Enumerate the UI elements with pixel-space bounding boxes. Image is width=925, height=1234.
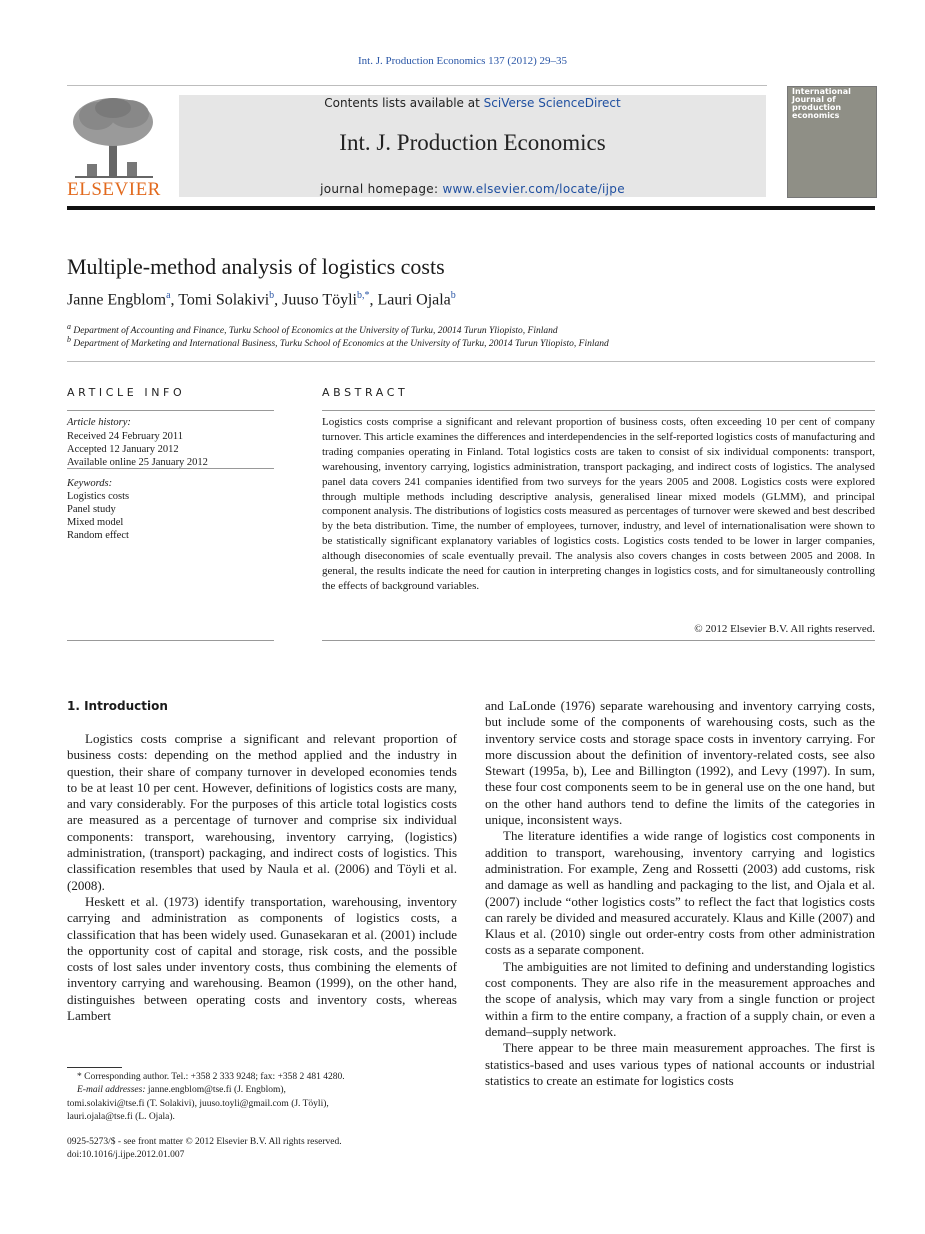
homepage-prefix: journal homepage: — [320, 182, 443, 196]
abstract-text: Logistics costs comprise a significant and relevant proportion of business costs, often exceeding 10 per cent of company turnover. This article examines the differences and interdependencies in the self-reported logistics costs of manufacturing and trading companies operating in Finland. Total logistics costs are taken to consist of six individual components: transport, warehousing, inventory carrying, logistics administration, transport packaging, and indirect costs of logistics. The analysed panel data covers 241 companies identified from two surveys for the years 2005 and 2008. Logistics costs were explored through multiple methods including descriptive analysis, generalised linear mixed models (GLMM), and principal component analysis. The distributions of logistics costs measured as percentages of turnover were skewed and best described by the beta distribution. Time, the number of employees, turnover, industry, and level of internationalisation were shown to be statistically significant explanatory variables of logistics costs. Logistics costs tended to be lower in larger companies, although diseconomies of scale eventually prevail. The analysis also covers changes in costs between 2005 and 2008. In general, the results indicate the need for caution in interpreting changes in logistics costs, and for simultaneously controlling the effects of background variables. — [322, 416, 875, 592]
history-label: Article history: — [67, 417, 131, 428]
body-paragraph: The literature identifies a wide range of logistics cost components in addition to transport, warehousing, inventory carrying and logistics administration. For example, Zeng and Rossetti (2003) add customs, risk and damage as well as handling and packaging to the list, and Ojala et al. (2007) include “other logistics costs” to reflect the fact that logistics costs can rarely be divided and measured accurately. Klaus and Kille (2007) and Klaus et al. (2010) single out order-entry costs from other administration costs as a separate component. — [485, 828, 875, 958]
keyword: Random effect — [67, 530, 129, 541]
received-date: Received 24 February 2011 — [67, 431, 183, 442]
abstract-divider — [322, 640, 875, 641]
author-list: Janne Engblom$^a$, Tomi Solakivi$^b$, Juuso Töyli$^{b,*}$, Lauri Ojala$^b$ — [67, 290, 456, 309]
contents-line — [179, 96, 766, 110]
author-name: Janne Engblom — [67, 291, 167, 309]
abstract-divider — [322, 410, 875, 411]
section-heading: 1. Introduction — [67, 699, 168, 713]
cover-title: International Journal of production economics — [792, 87, 851, 120]
elsevier-wordmark: ELSEVIER — [67, 179, 161, 200]
article-info-heading: ARTICLE INFO — [67, 386, 186, 399]
online-date: Available online 25 January 2012 — [67, 457, 208, 468]
body-paragraph: Heskett et al. (1973) identify transportation, warehousing, inventory carrying and administration as components of logistics costs, a classification that has been widely used. Gunasekaran et al. (2001) include the opportunity cost of capital and storage, risk costs, and the possible costs of lost sales under inventory costs, thus combining the elements of inventory carrying and warehousing. Beamon (1999), on the other hand, distinguishes between operating costs and inventory costs, whereas Lambert — [67, 893, 457, 1024]
contents-prefix: Contents lists available at — [324, 96, 484, 110]
affiliation-label: a — [67, 322, 71, 331]
sciencedirect-link[interactable]: SciVerse ScienceDirect — [483, 96, 621, 110]
email-address[interactable]: janne.engblom@tse.fi (J. Engblom), — [147, 1085, 286, 1096]
body-paragraph: and LaLonde (1976) separate warehousing and inventory carrying costs, but include some of the components of warehousing costs, such as the inventory service costs and storage space costs in inventory carrying. For more discussion about the definition of inventory-related costs, see also Stewart (1995a, b), Lee and Billington (1992), and Levy (1997). In sum, these four cost components seem to be in general use on the one hand, but on the other hand authors tend to define the limits of the categories in unique, inconsistent ways. — [485, 698, 875, 828]
info-divider — [67, 640, 274, 641]
homepage-link[interactable]: www.elsevier.com/locate/ijpe — [442, 182, 625, 196]
body-column-right — [485, 698, 875, 1089]
keyword: Panel study — [67, 504, 116, 515]
info-divider — [67, 410, 274, 411]
footnote-divider — [67, 1067, 122, 1068]
journal-citation[interactable]: Int. J. Production Economics 137 (2012) 29–35 — [358, 55, 567, 67]
author-name: Juuso Töyli — [282, 291, 357, 309]
affiliation-mark[interactable]: a — [166, 290, 171, 301]
affiliation-mark[interactable]: b — [269, 290, 275, 301]
affiliation-text: Department of Accounting and Finance, Turku School of Economics at the University of Turku, 20014 Turun Yliopisto, Finland — [73, 326, 558, 337]
email-line[interactable]: lauri.ojala@tse.fi (L. Ojala). — [67, 1111, 175, 1122]
abstract-copyright: © 2012 Elsevier B.V. All rights reserved. — [694, 623, 875, 635]
email-label: E-mail addresses: — [77, 1085, 146, 1096]
author-name: Lauri Ojala — [377, 291, 451, 309]
keyword: Logistics costs — [67, 491, 130, 502]
keywords-label: Keywords: — [67, 478, 113, 489]
info-divider — [67, 468, 274, 469]
keyword: Mixed model — [67, 517, 124, 528]
top-divider — [67, 85, 767, 86]
article-title: Multiple-method analysis of logistics costs — [67, 254, 445, 279]
title-divider — [67, 361, 875, 362]
doi-line[interactable]: doi:10.1016/j.ijpe.2012.01.007 — [67, 1150, 185, 1161]
body-paragraph: The ambiguities are not limited to defining and understanding logistics cost components. They are also rife in the measurement approaches and the scope of analysis, which may vary from a single function or project within a firm to the entire company, a fraction of a supply chain, or even a demand–supply network. — [485, 958, 875, 1039]
homepage-line — [179, 182, 766, 196]
body-column-left — [67, 731, 457, 1024]
email-line — [67, 1084, 457, 1097]
issn-line: 0925-5273/$ - see front matter © 2012 Elsevier B.V. All rights reserved. — [67, 1137, 342, 1147]
author-name: Tomi Solakivi — [178, 291, 270, 309]
journal-title: Int. J. Production Economics — [339, 130, 606, 155]
corresponding-author-note: * Corresponding author. Tel.: +358 2 333 9248; fax: +358 2 481 4280. — [77, 1072, 345, 1082]
email-line[interactable]: tomi.solakivi@tse.fi (T. Solakivi), juuso.toyli@gmail.com (J. Töyli), — [67, 1098, 329, 1109]
affiliation-text: Department of Marketing and International Business, Turku School of Economics at the University of Turku, 20014 Turun Yliopisto, Finland — [73, 339, 609, 350]
affiliation-b — [67, 335, 609, 349]
affiliation-mark[interactable]: b — [450, 290, 456, 301]
body-paragraph: Logistics costs comprise a significant and relevant proportion of business costs: depending on the method applied and the industry in question, their share of company turnover in developed economies tends to be at least 10 per cent. However, definitions of logistics costs are many, and vary considerably. For the purposes of this article total logistics costs are measured as a percentage of turnover and comprise six individual components: transport, warehousing, inventory carrying, (logistics) administration, (transport) packaging, and indirect costs of logistics. This classification resembles that used by Naula et al. (2006) and Töyli et al. (2008). — [67, 731, 457, 893]
affiliation-label: b — [67, 335, 71, 344]
abstract-heading: ABSTRACT — [322, 386, 409, 399]
front-matter — [67, 1136, 342, 1163]
header-thick-divider — [67, 206, 875, 210]
affiliation-mark[interactable]: b,* — [356, 290, 370, 301]
accepted-date: Accepted 12 January 2012 — [67, 444, 179, 455]
body-paragraph: There appear to be three main measurement approaches. The first is statistics-based and uses various types of national accounts or industrial statistics to create an estimate for logistics costs — [485, 1040, 875, 1088]
footnote — [67, 1071, 457, 1124]
